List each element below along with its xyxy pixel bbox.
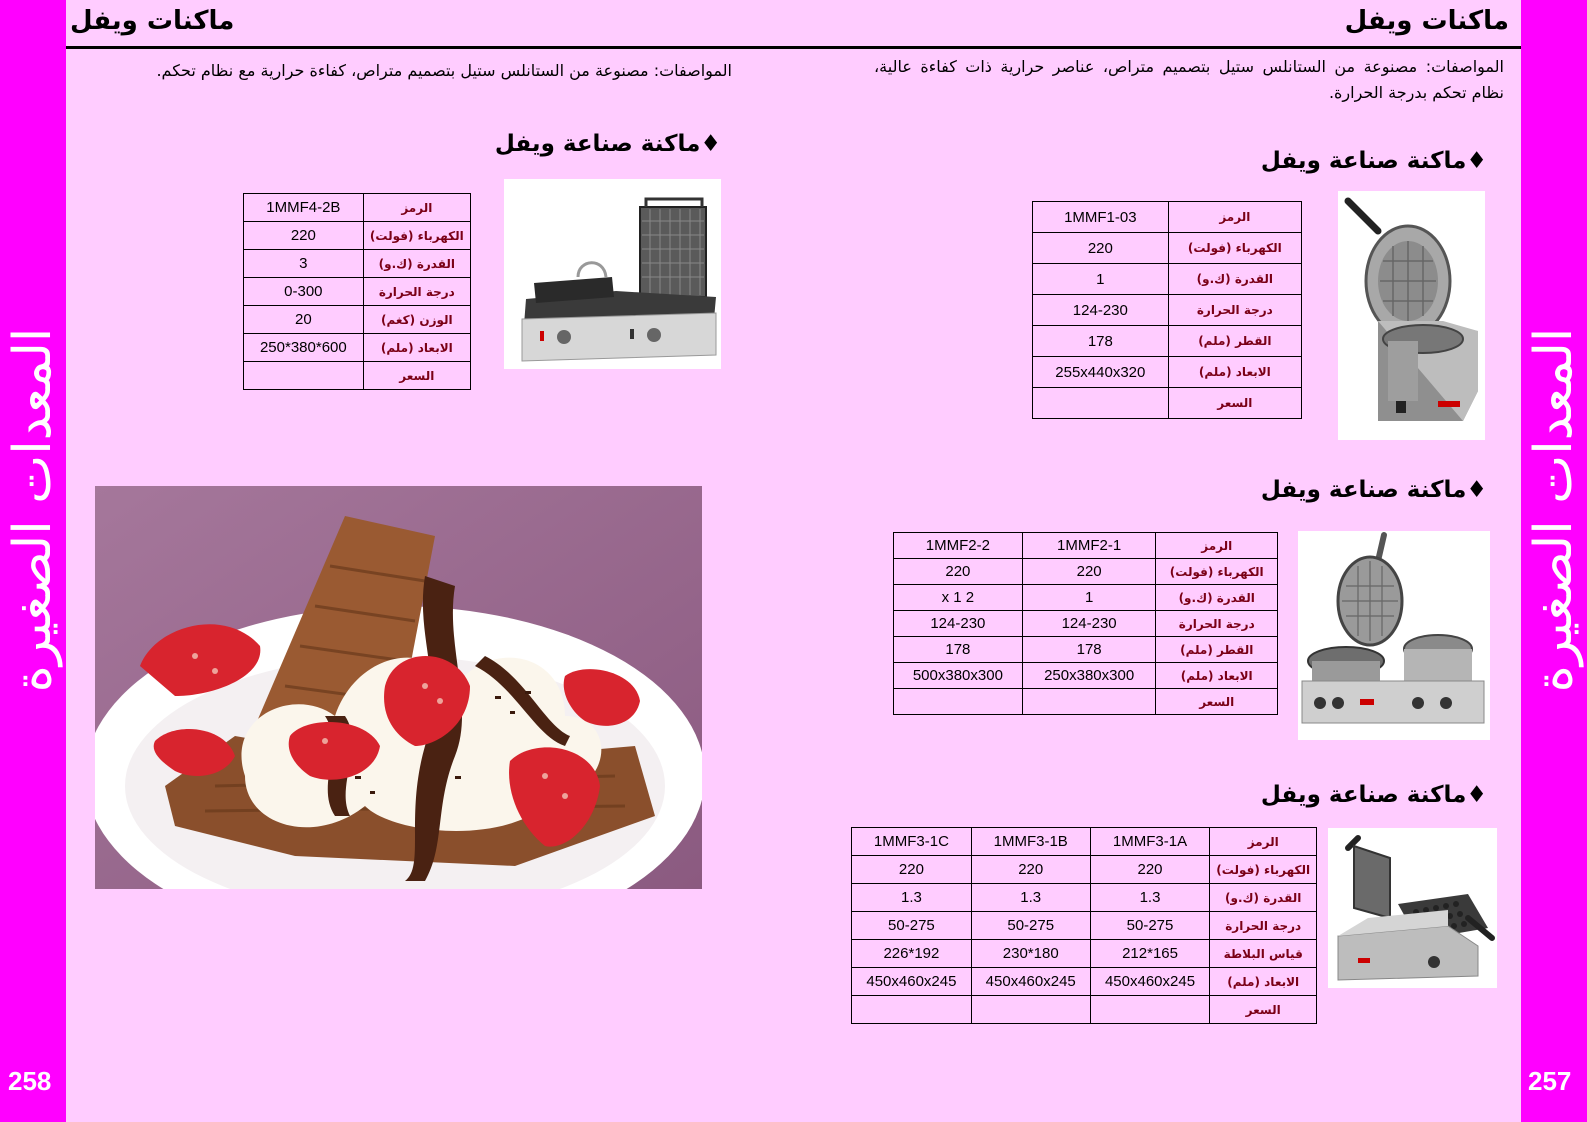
- spec-label: الكهرباء (فولت): [363, 222, 470, 250]
- spec-value: 1MMF2-1: [1022, 533, 1156, 559]
- spec-value: [971, 996, 1090, 1024]
- spec-value: 1.3: [1090, 884, 1210, 912]
- table-row: [894, 533, 1278, 559]
- table-row: [894, 637, 1278, 663]
- spec-label: الابعاد (ملم): [363, 334, 470, 362]
- spec-value: 220: [1033, 233, 1169, 264]
- waffle-dessert-photo: [95, 486, 702, 889]
- single-waffle-maker-image: [1338, 191, 1485, 440]
- table-row: [1033, 233, 1302, 264]
- spec-value: [894, 689, 1023, 715]
- spec-value: 450x460x245: [852, 968, 972, 996]
- spec-value: 1MMF2-2: [894, 533, 1023, 559]
- spec-value: 1MMF4-2B: [244, 194, 364, 222]
- spec-label: درجة الحرارة: [363, 278, 470, 306]
- twin-waffle-maker-image: [1298, 531, 1490, 740]
- spec-value: [1033, 388, 1169, 419]
- table-row: [894, 663, 1278, 689]
- right-page-number: 257: [1528, 1066, 1572, 1096]
- spec-value: 1MMF3-1A: [1090, 828, 1210, 856]
- left-page-number: 258: [8, 1066, 52, 1096]
- spec-value: 124-230: [894, 611, 1023, 637]
- spec-value: 50-275: [1090, 912, 1210, 940]
- right-specs-description: المواصفات: مصنوعة من الستانلس ستيل بتصميم متراص، عناصر حرارية ذات كفاءة عالية، نظام تحكم بدرجة الحرارة.: [874, 57, 1504, 102]
- spec-label: الابعاد (ملم): [1168, 357, 1301, 388]
- spec-value: [1022, 689, 1156, 715]
- spec-value: 1.3: [852, 884, 972, 912]
- spec-value: 50-275: [971, 912, 1090, 940]
- spec-value: 178: [1022, 637, 1156, 663]
- double-waffle-maker-image: [504, 179, 721, 369]
- right-page-title: ماكنات ويفل: [1344, 6, 1509, 36]
- spec-label: الكهرباء (فولت): [1156, 559, 1278, 585]
- table-row: [244, 278, 471, 306]
- table-row: [244, 334, 471, 362]
- spec-value: 1: [1033, 264, 1169, 295]
- table-row: [852, 856, 1317, 884]
- spec-value: [852, 996, 972, 1024]
- table-row: [1033, 295, 1302, 326]
- table-row: [1033, 202, 1302, 233]
- spec-label: السعر: [1168, 388, 1301, 419]
- spec-label: درجة الحرارة: [1156, 611, 1278, 637]
- spec-label: السعر: [1156, 689, 1278, 715]
- spec-value: 124-230: [1033, 295, 1169, 326]
- spec-label: الرمز: [1210, 828, 1317, 856]
- spec-value: 0-300: [244, 278, 364, 306]
- spec-value: 192*226: [852, 940, 972, 968]
- table-row: [1033, 264, 1302, 295]
- spec-value: 220: [971, 856, 1090, 884]
- spec-label: الوزن (كغم): [363, 306, 470, 334]
- spec-label: الرمز: [1168, 202, 1301, 233]
- spec-value: 220: [1090, 856, 1210, 884]
- spec-value: 178: [894, 637, 1023, 663]
- bubble-waffle-maker-image: [1328, 828, 1497, 988]
- left-specs-description: المواصفات: مصنوعة من الستانلس ستيل بتصميم متراص، كفاءة حرارية مع نظام تحكم.: [156, 61, 732, 80]
- spec-value: 1.3: [971, 884, 1090, 912]
- table-row: [894, 559, 1278, 585]
- table-row: [852, 940, 1317, 968]
- spec-value: 178: [1033, 326, 1169, 357]
- spec-label: الرمز: [1156, 533, 1278, 559]
- spec-label: القطر (ملم): [1156, 637, 1278, 663]
- table-row: [852, 828, 1317, 856]
- table-row: [244, 194, 471, 222]
- spec-value: 250x380x300: [1022, 663, 1156, 689]
- spec-value: [244, 362, 364, 390]
- spec-value: 165*212: [1090, 940, 1210, 968]
- spec-value: 20: [244, 306, 364, 334]
- spec-label: القطر (ملم): [1168, 326, 1301, 357]
- spec-value: 450x460x245: [971, 968, 1090, 996]
- spec-value: 2 x 1: [894, 585, 1023, 611]
- spec-label: درجة الحرارة: [1168, 295, 1301, 326]
- left-product-spec-table: [243, 193, 471, 390]
- spec-value: 450x460x245: [1090, 968, 1210, 996]
- spec-label: القدرة (ك.و): [363, 250, 470, 278]
- spec-label: درجة الحرارة: [1210, 912, 1317, 940]
- spec-value: 1MMF1-03: [1033, 202, 1169, 233]
- spec-label: القدرة (ك.و): [1210, 884, 1317, 912]
- table-row: [852, 968, 1317, 996]
- table-row: [894, 689, 1278, 715]
- spec-value: 220: [894, 559, 1023, 585]
- spec-label: قياس البلاطة: [1210, 940, 1317, 968]
- left-side-title: المعدات الصغيرة: [3, 327, 63, 693]
- spec-label: الكهرباء (فولت): [1168, 233, 1301, 264]
- table-row: [1033, 357, 1302, 388]
- table-row: [244, 222, 471, 250]
- spec-label: الابعاد (ملم): [1156, 663, 1278, 689]
- spec-value: 1MMF3-1B: [971, 828, 1090, 856]
- spec-value: 600*380*250: [244, 334, 364, 362]
- left-page-title: ماكنات ويفل: [70, 6, 235, 36]
- spec-label: السعر: [1210, 996, 1317, 1024]
- right-product-1-spec-table: [1032, 201, 1302, 419]
- spec-value: 180*230: [971, 940, 1090, 968]
- right-product-2-spec-table: [893, 532, 1278, 715]
- right-product-3-title: ♦ماكنة صناعة ويفل: [1260, 782, 1487, 808]
- table-row: [244, 362, 471, 390]
- spec-value: 255x440x320: [1033, 357, 1169, 388]
- spec-label: القدرة (ك.و): [1168, 264, 1301, 295]
- right-product-2-title: ♦ماكنة صناعة ويفل: [1260, 477, 1487, 503]
- spec-value: 3: [244, 250, 364, 278]
- spec-value: 50-275: [852, 912, 972, 940]
- spec-value: 220: [244, 222, 364, 250]
- spec-value: [1090, 996, 1210, 1024]
- spec-label: السعر: [363, 362, 470, 390]
- table-row: [244, 306, 471, 334]
- right-product-1-title: ♦ماكنة صناعة ويفل: [1260, 148, 1487, 174]
- spec-label: القدرة (ك.و): [1156, 585, 1278, 611]
- table-row: [852, 996, 1317, 1024]
- spec-label: الرمز: [363, 194, 470, 222]
- spec-label: الكهرباء (فولت): [1210, 856, 1317, 884]
- table-row: [894, 585, 1278, 611]
- table-row: [244, 250, 471, 278]
- spec-value: 1MMF3-1C: [852, 828, 972, 856]
- spec-value: 124-230: [1022, 611, 1156, 637]
- table-row: [852, 912, 1317, 940]
- spec-value: 500x380x300: [894, 663, 1023, 689]
- table-row: [894, 611, 1278, 637]
- table-row: [852, 884, 1317, 912]
- table-row: [1033, 326, 1302, 357]
- left-product-title: ♦ماكنة صناعة ويفل: [494, 131, 721, 157]
- header-rule: [66, 46, 1521, 49]
- table-row: [1033, 388, 1302, 419]
- right-product-3-spec-table: [851, 827, 1317, 1024]
- right-side-title: المعدات الصغيرة: [1524, 327, 1584, 693]
- spec-value: 220: [852, 856, 972, 884]
- spec-value: 220: [1022, 559, 1156, 585]
- spec-value: 1: [1022, 585, 1156, 611]
- spec-label: الابعاد (ملم): [1210, 968, 1317, 996]
